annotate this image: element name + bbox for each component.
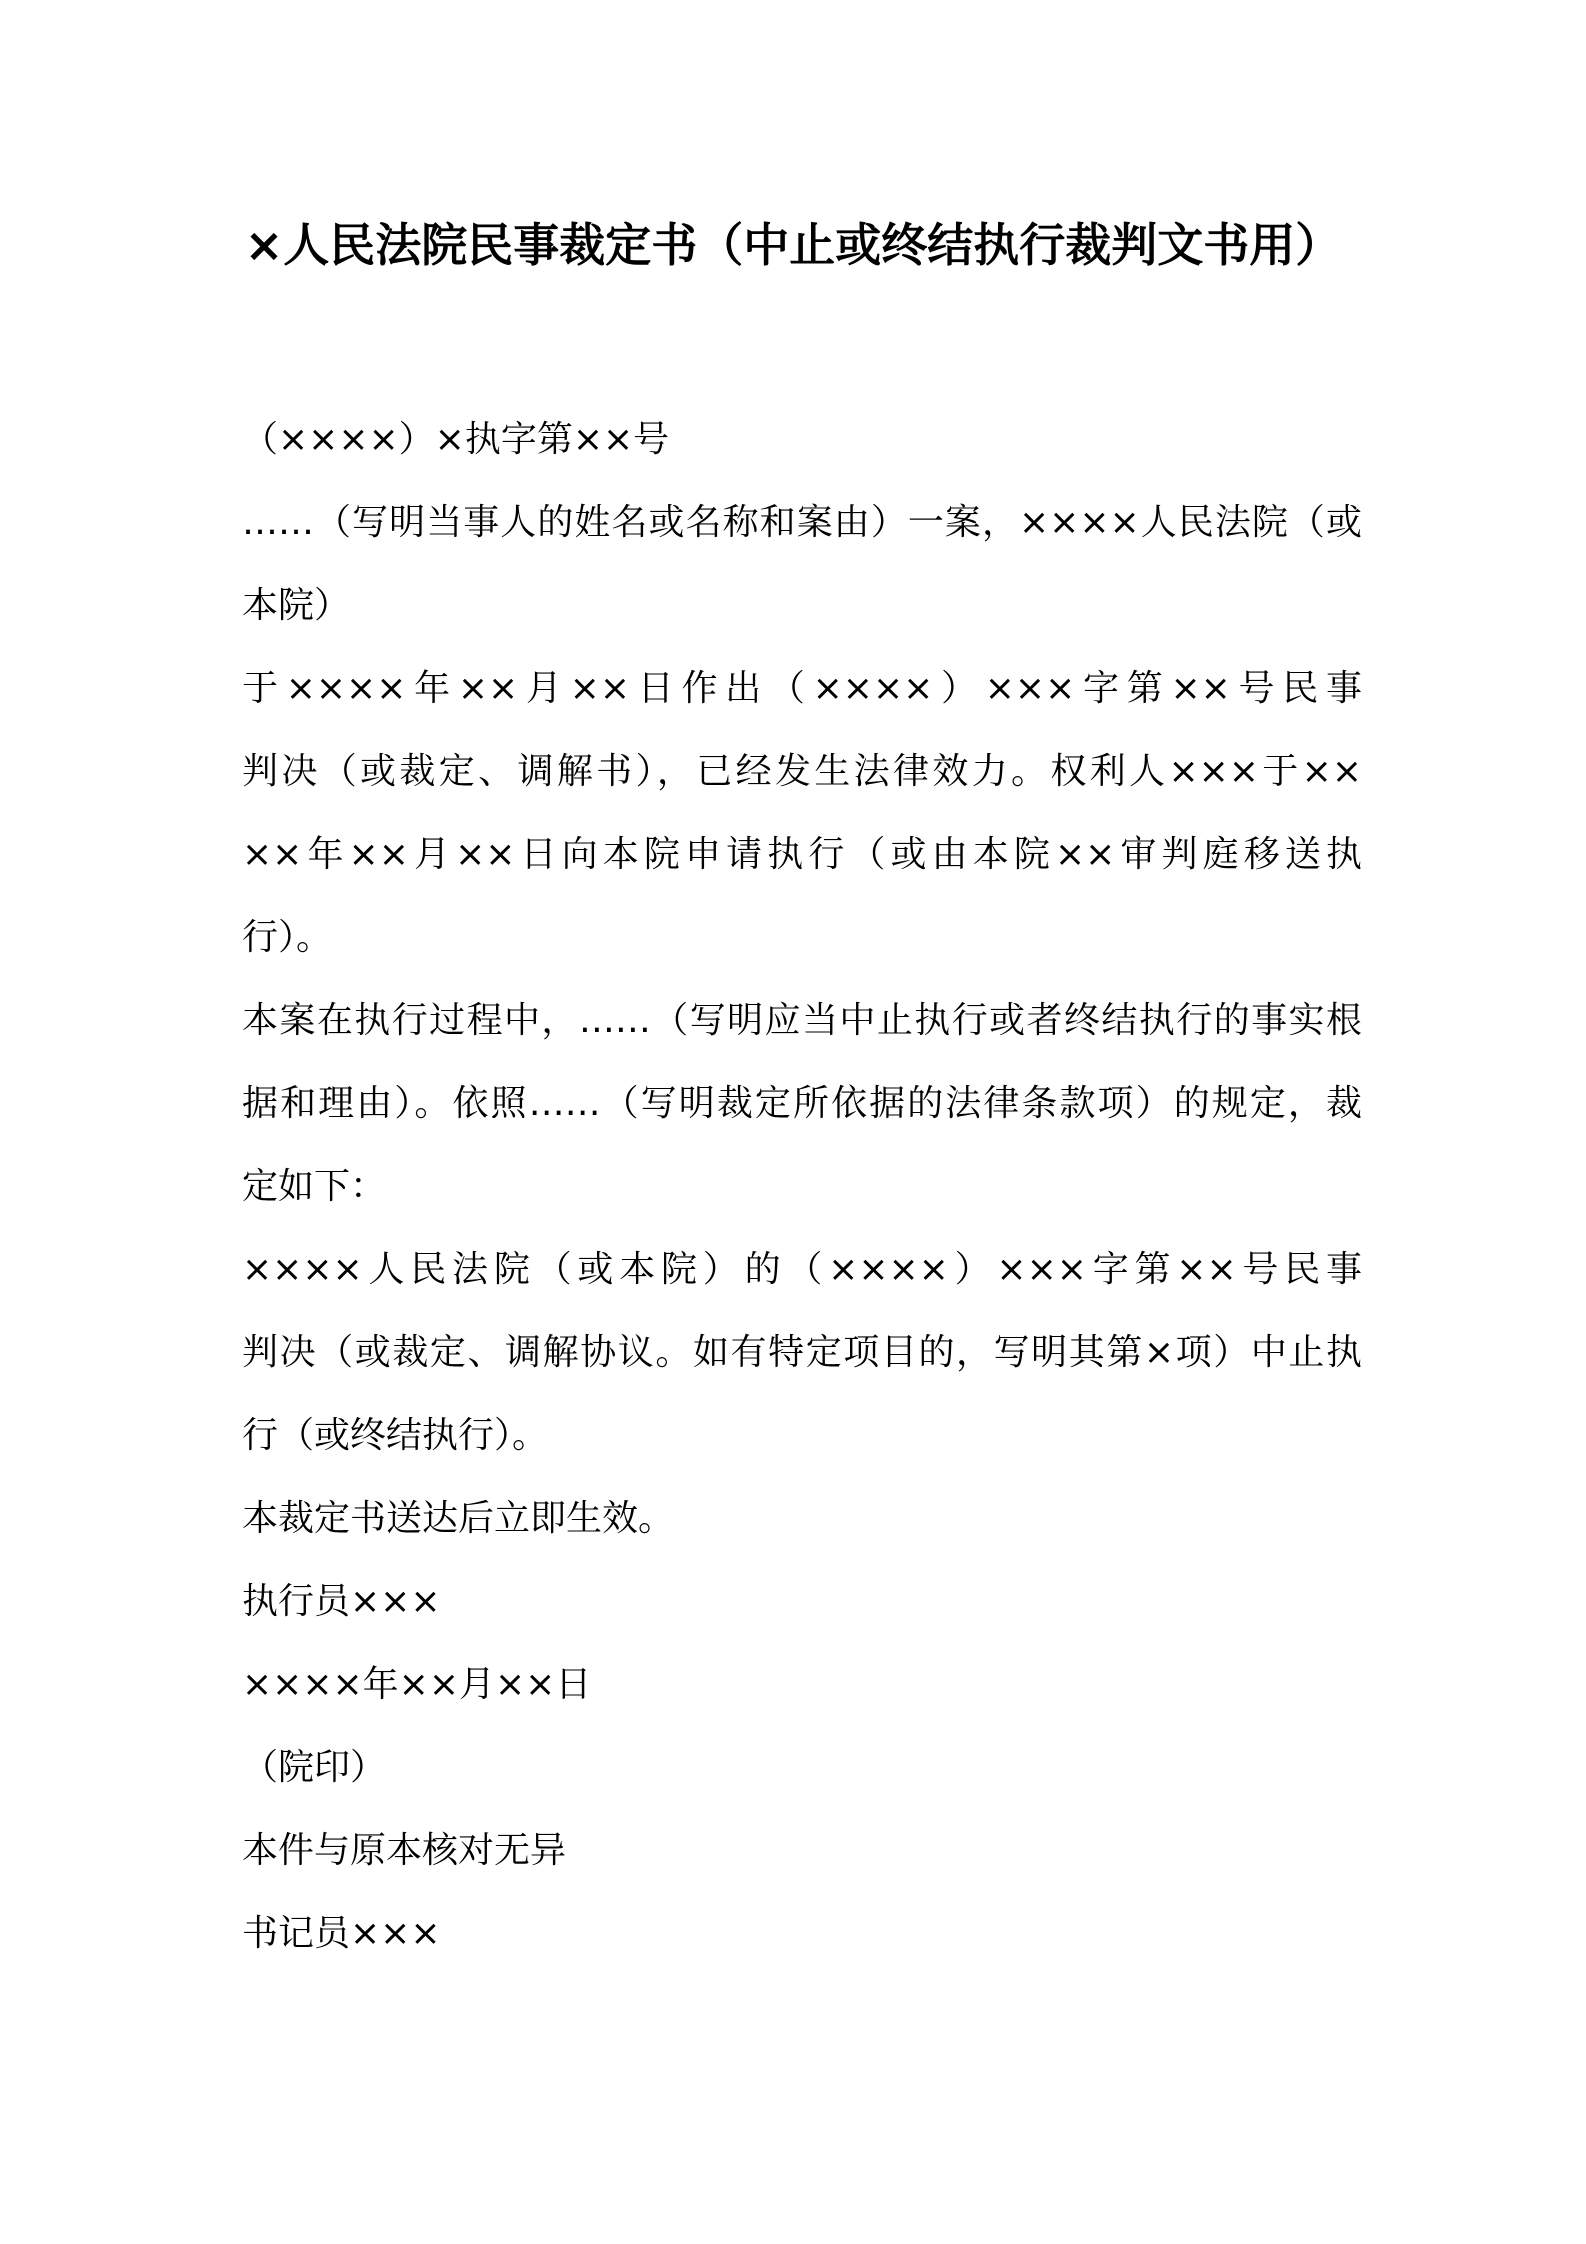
paragraph-line: 判决（或裁定、调解书），已经发生法律效力。权利人×××于×× — [242, 751, 1362, 792]
ruling-line: ××××人民法院（或本院）的（××××）×××字第××号民事 — [242, 1249, 1362, 1290]
executor-signature: 执行员××× — [242, 1581, 441, 1622]
ruling-line: 判决（或裁定、调解协议。如有特定项目的，写明其第×项）中止执 — [242, 1332, 1362, 1373]
paragraph-line: 行）。 — [242, 917, 333, 958]
clerk-signature: 书记员××× — [242, 1913, 441, 1954]
paragraph-line: 本案在执行过程中，……（写明应当中止执行或者终结执行的事实根 — [242, 1000, 1362, 1041]
ruling-line: 行（或终结执行）。 — [242, 1415, 549, 1456]
paragraph-line: 定如下： — [242, 1166, 387, 1207]
paragraph-line: 本院） — [242, 585, 351, 626]
court-seal-note: （院印） — [242, 1747, 387, 1788]
paragraph-line: 于××××年××月××日作出（××××）×××字第××号民事 — [242, 668, 1362, 709]
effect-statement: 本裁定书送达后立即生效。 — [242, 1498, 675, 1539]
paragraph-line: 据和理由）。依照……（写明裁定所依据的法律条款项）的规定，裁 — [242, 1083, 1362, 1124]
verification-note: 本件与原本核对无异 — [242, 1830, 567, 1871]
document-body — [242, 398, 1362, 1975]
paragraph-line: ……（写明当事人的姓名或名称和案由）一案，××××人民法院（或 — [242, 502, 1362, 543]
document-date: ××××年××月××日 — [242, 1664, 592, 1705]
paragraph-line: ××年××月××日向本院申请执行（或由本院××审判庭移送执 — [242, 834, 1362, 875]
case-number-line: （××××）×执字第××号 — [242, 419, 670, 460]
document-title: ×人民法院民事裁定书（中止或终结执行裁判文书用） — [244, 218, 1342, 272]
